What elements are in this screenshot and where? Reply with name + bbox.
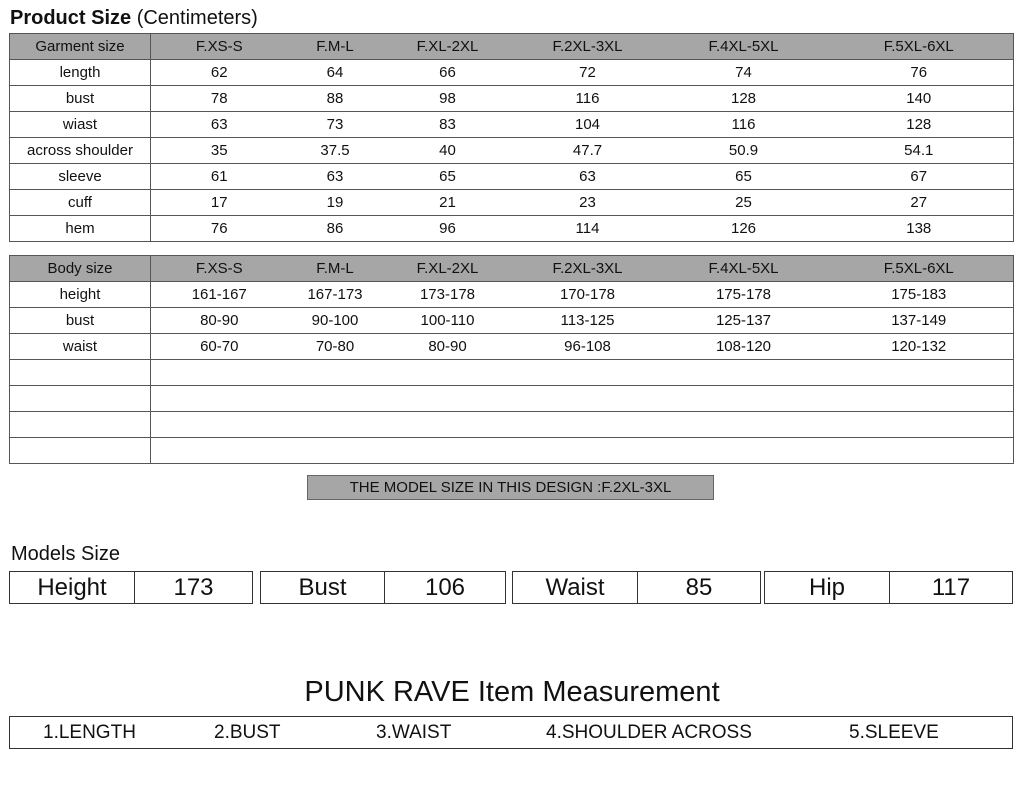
measurement-title: PUNK RAVE Item Measurement — [304, 676, 720, 708]
model-hip-value: 117 — [931, 574, 971, 601]
row-label: bust — [10, 308, 151, 334]
table-cell: 65 — [383, 164, 513, 190]
table-cell: 80-90 — [151, 308, 288, 334]
body-size-table — [9, 255, 1014, 464]
garment-table-body — [10, 34, 1014, 242]
table-cell: 175-183 — [825, 282, 1014, 308]
size-column-header: F.XS-S — [151, 256, 288, 282]
table-cell: 98 — [383, 86, 513, 112]
size-column-header: F.XL-2XL — [383, 34, 513, 60]
table-cell: 65 — [663, 164, 825, 190]
table-cell — [513, 386, 663, 412]
row-label: cuff — [10, 190, 151, 216]
table-cell: 70-80 — [288, 334, 383, 360]
table-cell — [663, 438, 825, 464]
table-cell: 90-100 — [288, 308, 383, 334]
row-label — [10, 386, 151, 412]
table-cell — [383, 386, 513, 412]
size-column-header: F.2XL-3XL — [513, 34, 663, 60]
row-label: hem — [10, 216, 151, 242]
table-row — [10, 164, 1014, 190]
table-cell: 114 — [513, 216, 663, 242]
table-cell: 63 — [151, 112, 288, 138]
model-height-box — [9, 571, 253, 604]
size-column-header: F.M-L — [288, 34, 383, 60]
table-cell — [513, 360, 663, 386]
measurement-item-length: 1.LENGTH — [43, 722, 136, 743]
table-cell: 116 — [513, 86, 663, 112]
table-cell: 170-178 — [513, 282, 663, 308]
table-cell: 83 — [383, 112, 513, 138]
models-size-title: Models Size — [11, 543, 120, 565]
table-cell — [513, 412, 663, 438]
table-cell: 167-173 — [288, 282, 383, 308]
table-cell — [513, 438, 663, 464]
garment-header-label: Garment size — [10, 34, 151, 60]
table-row — [10, 216, 1014, 242]
table-cell — [151, 438, 288, 464]
page-title — [10, 6, 258, 30]
row-label: bust — [10, 86, 151, 112]
row-label: wiast — [10, 112, 151, 138]
table-cell: 140 — [825, 86, 1014, 112]
table-row — [10, 334, 1014, 360]
garment-size-table — [9, 33, 1014, 242]
table-cell: 63 — [288, 164, 383, 190]
size-column-header: F.XL-2XL — [383, 256, 513, 282]
row-label — [10, 360, 151, 386]
table-cell: 86 — [288, 216, 383, 242]
table-cell: 40 — [383, 138, 513, 164]
table-cell: 173-178 — [383, 282, 513, 308]
table-cell: 27 — [825, 190, 1014, 216]
table-cell: 126 — [663, 216, 825, 242]
table-cell — [151, 360, 288, 386]
table-cell: 35 — [151, 138, 288, 164]
table-cell: 128 — [825, 112, 1014, 138]
row-label: across shoulder — [10, 138, 151, 164]
table-cell — [825, 438, 1014, 464]
table-cell — [151, 412, 288, 438]
table-cell — [151, 386, 288, 412]
model-waist-value: 85 — [685, 574, 713, 601]
model-hip-label: Hip — [765, 572, 890, 603]
table-row — [10, 412, 1014, 438]
table-row — [10, 438, 1014, 464]
measurement-item-shoulder-across: 4.SHOULDER ACROSS — [546, 722, 752, 743]
table-cell: 88 — [288, 86, 383, 112]
table-row — [10, 282, 1014, 308]
measurement-item-sleeve: 5.SLEEVE — [849, 722, 939, 743]
table-cell: 128 — [663, 86, 825, 112]
table-cell: 116 — [663, 112, 825, 138]
table-cell — [288, 360, 383, 386]
row-label — [10, 412, 151, 438]
table-row — [10, 308, 1014, 334]
table-cell — [825, 412, 1014, 438]
table-cell — [288, 438, 383, 464]
table-cell: 17 — [151, 190, 288, 216]
table-cell: 54.1 — [825, 138, 1014, 164]
table-cell: 72 — [513, 60, 663, 86]
table-cell — [825, 360, 1014, 386]
table-row — [10, 138, 1014, 164]
size-column-header: F.5XL-6XL — [825, 34, 1014, 60]
model-hip-box — [764, 571, 1013, 604]
table-cell: 138 — [825, 216, 1014, 242]
garment-header-row — [10, 34, 1014, 60]
table-row — [10, 86, 1014, 112]
table-cell: 37.5 — [288, 138, 383, 164]
measurement-item-bust: 2.BUST — [214, 722, 281, 743]
table-cell: 25 — [663, 190, 825, 216]
body-header-label: Body size — [10, 256, 151, 282]
row-label: sleeve — [10, 164, 151, 190]
row-label — [10, 438, 151, 464]
model-height-value: 173 — [173, 574, 214, 601]
size-column-header: F.M-L — [288, 256, 383, 282]
table-cell: 21 — [383, 190, 513, 216]
row-label: length — [10, 60, 151, 86]
table-row — [10, 60, 1014, 86]
table-cell — [663, 386, 825, 412]
table-cell — [288, 412, 383, 438]
table-cell: 108-120 — [663, 334, 825, 360]
row-label: height — [10, 282, 151, 308]
table-row — [10, 190, 1014, 216]
table-cell: 66 — [383, 60, 513, 86]
table-cell: 125-137 — [663, 308, 825, 334]
title-bold: Product Size — [10, 7, 132, 29]
table-cell: 74 — [663, 60, 825, 86]
table-cell: 78 — [151, 86, 288, 112]
model-height-label: Height — [10, 572, 135, 603]
table-cell — [383, 438, 513, 464]
size-column-header: F.2XL-3XL — [513, 256, 663, 282]
table-cell: 47.7 — [513, 138, 663, 164]
row-label: waist — [10, 334, 151, 360]
model-waist-label: Waist — [513, 572, 638, 603]
body-table-body — [10, 256, 1014, 464]
table-cell — [288, 386, 383, 412]
table-cell: 62 — [151, 60, 288, 86]
model-size-banner: THE MODEL SIZE IN THIS DESIGN :F.2XL-3XL — [307, 475, 714, 500]
measurement-item-waist: 3.WAIST — [376, 722, 452, 743]
table-cell: 80-90 — [383, 334, 513, 360]
size-column-header: F.4XL-5XL — [663, 256, 825, 282]
table-cell: 137-149 — [825, 308, 1014, 334]
model-bust-box — [260, 571, 506, 604]
table-cell: 104 — [513, 112, 663, 138]
table-cell: 96 — [383, 216, 513, 242]
table-cell: 76 — [825, 60, 1014, 86]
model-waist-box — [512, 571, 761, 604]
model-bust-label: Bust — [261, 572, 385, 603]
table-row — [10, 360, 1014, 386]
table-cell: 50.9 — [663, 138, 825, 164]
table-cell: 73 — [288, 112, 383, 138]
table-cell — [825, 386, 1014, 412]
table-row — [10, 386, 1014, 412]
table-cell: 100-110 — [383, 308, 513, 334]
table-cell: 61 — [151, 164, 288, 190]
table-cell: 23 — [513, 190, 663, 216]
table-cell: 175-178 — [663, 282, 825, 308]
size-column-header: F.4XL-5XL — [663, 34, 825, 60]
table-row — [10, 112, 1014, 138]
size-column-header: F.XS-S — [151, 34, 288, 60]
table-cell: 76 — [151, 216, 288, 242]
table-cell — [383, 412, 513, 438]
table-cell: 19 — [288, 190, 383, 216]
title-unit: (Centimeters) — [136, 7, 258, 29]
table-cell — [663, 412, 825, 438]
model-bust-value: 106 — [424, 574, 466, 601]
table-cell: 120-132 — [825, 334, 1014, 360]
table-cell: 64 — [288, 60, 383, 86]
table-cell: 63 — [513, 164, 663, 190]
table-cell: 113-125 — [513, 308, 663, 334]
body-header-row — [10, 256, 1014, 282]
table-cell: 67 — [825, 164, 1014, 190]
table-cell: 60-70 — [151, 334, 288, 360]
table-cell: 161-167 — [151, 282, 288, 308]
table-cell — [663, 360, 825, 386]
table-cell: 96-108 — [513, 334, 663, 360]
measurement-list — [9, 716, 1013, 749]
table-cell — [383, 360, 513, 386]
size-column-header: F.5XL-6XL — [825, 256, 1014, 282]
